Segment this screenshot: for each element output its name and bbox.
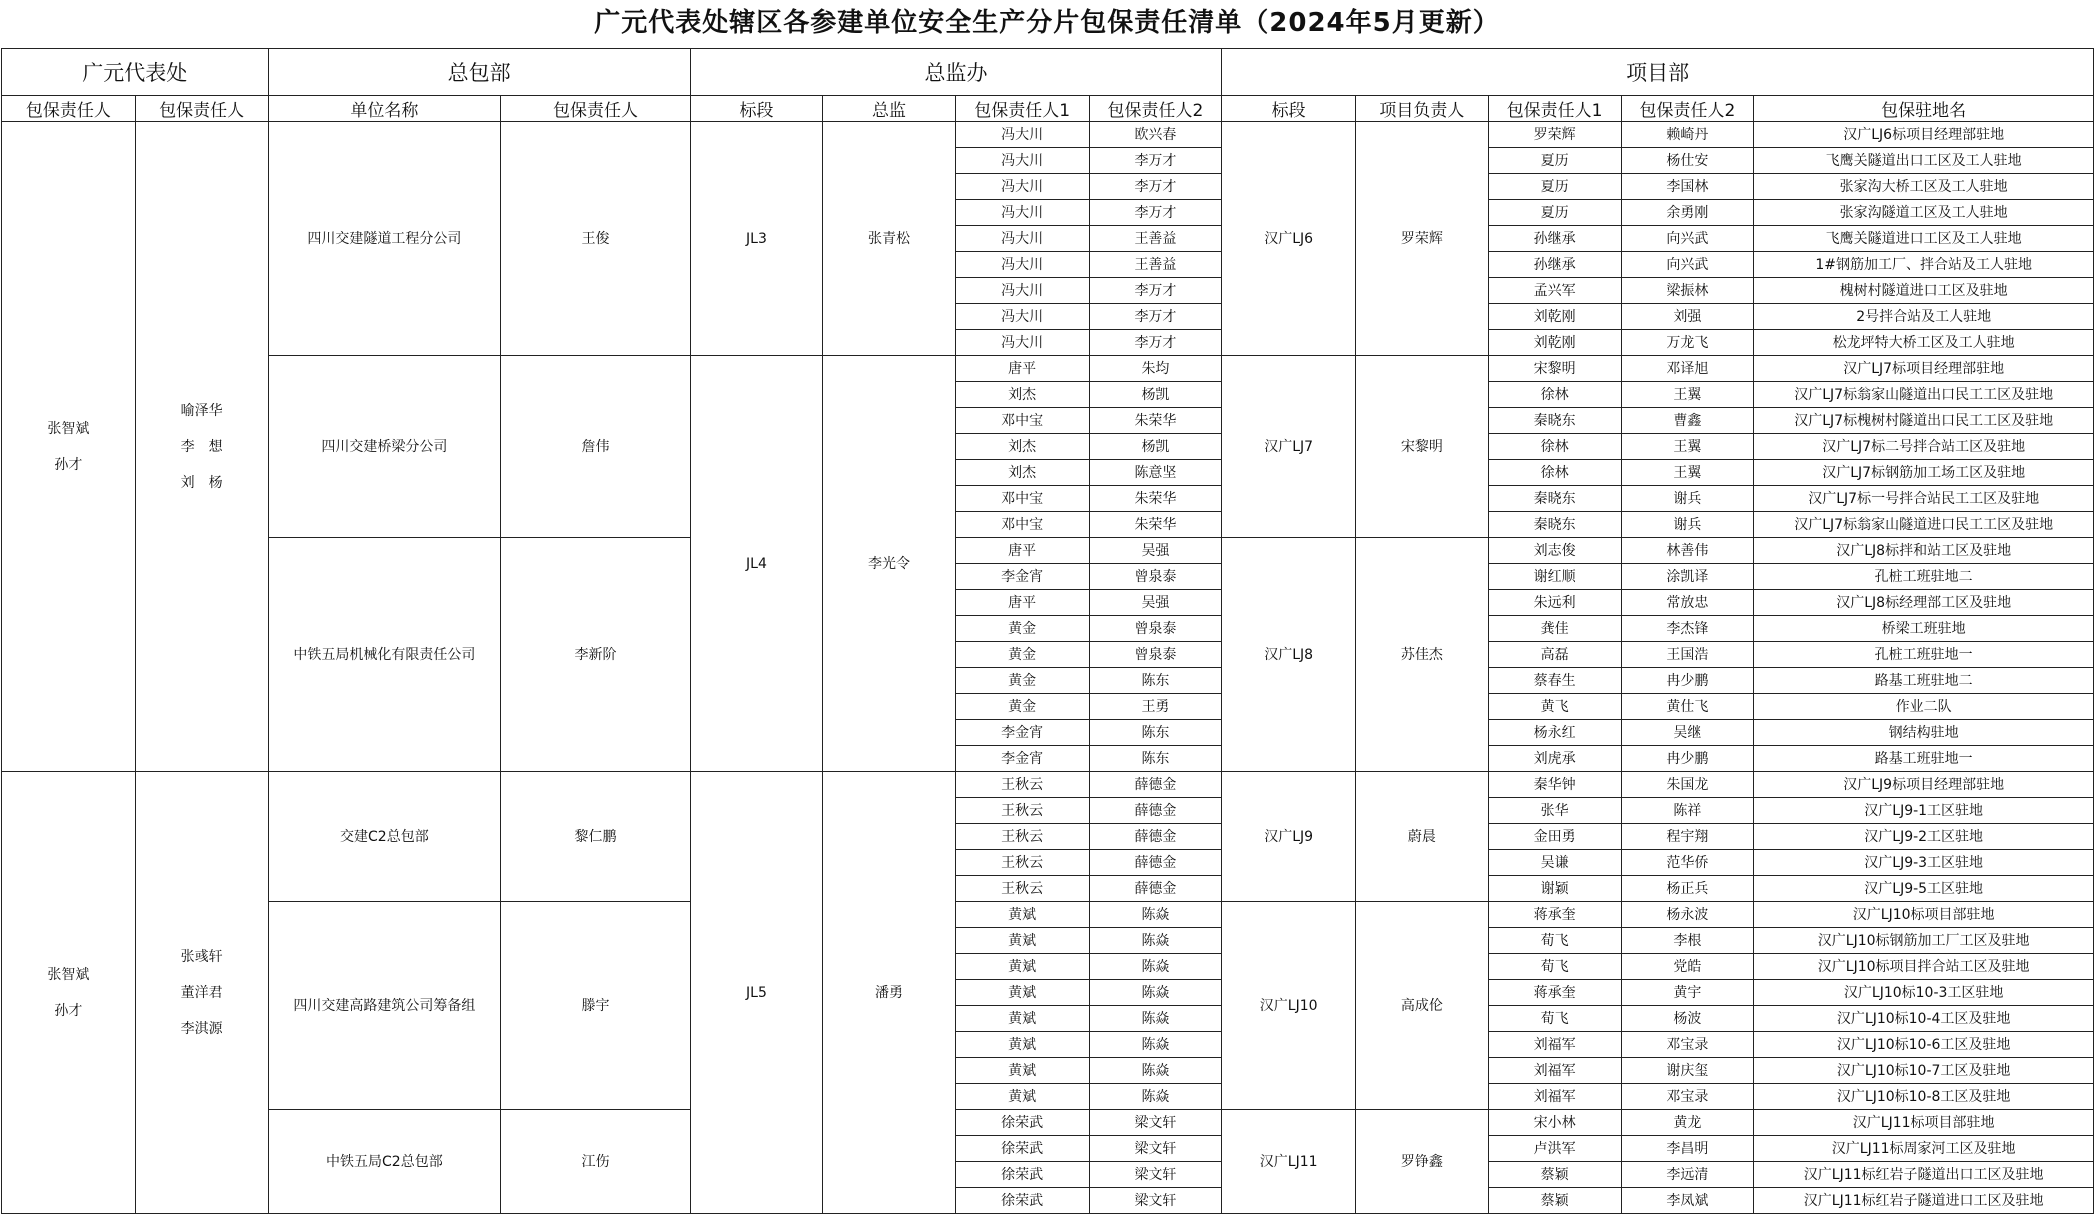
site-name-cell: 汉广LJ6标项目经理部驻地 bbox=[1754, 122, 2094, 148]
group-header-supervision-office: 总监办 bbox=[690, 49, 1222, 96]
site-name-cell: 孔桩工班驻地二 bbox=[1754, 564, 2094, 590]
project-person-1-cell: 杨永红 bbox=[1488, 720, 1621, 746]
site-name-cell: 作业二队 bbox=[1754, 694, 2094, 720]
site-name-cell: 汉广LJ11标周家河工区及驻地 bbox=[1754, 1136, 2094, 1162]
project-person-1-cell: 刘乾刚 bbox=[1488, 304, 1621, 330]
person-name: 刘 杨 bbox=[180, 474, 223, 491]
supervision-person-1-cell: 冯大川 bbox=[955, 304, 1089, 330]
supervision-person-1-cell: 黄斌 bbox=[955, 954, 1089, 980]
project-person-2-cell: 杨永波 bbox=[1621, 902, 1754, 928]
responsibility-table bbox=[1, 48, 2094, 1214]
director-cell: 李光令 bbox=[823, 356, 956, 772]
project-person-1-cell: 蒋承奎 bbox=[1488, 980, 1621, 1006]
unit-person-cell: 江伤 bbox=[501, 1110, 690, 1214]
supervision-person-2-cell: 陈焱 bbox=[1089, 980, 1222, 1006]
supervision-person-1-cell: 徐荣武 bbox=[955, 1162, 1089, 1188]
col-header-rep-person-2: 包保责任人 bbox=[135, 96, 268, 122]
supervision-person-2-cell: 欧兴春 bbox=[1089, 122, 1222, 148]
director-cell: 潘勇 bbox=[823, 772, 956, 1214]
site-name-cell: 汉广LJ11标红岩子隧道进口工区及驻地 bbox=[1754, 1188, 2094, 1214]
col-header-project-person-2: 包保责任人2 bbox=[1621, 96, 1754, 122]
supervision-person-1-cell: 徐荣武 bbox=[955, 1136, 1089, 1162]
site-name-cell: 汉广LJ9-1工区驻地 bbox=[1754, 798, 2094, 824]
supervision-person-2-cell: 陈东 bbox=[1089, 668, 1222, 694]
site-name-cell: 2号拌合站及工人驻地 bbox=[1754, 304, 2094, 330]
supervision-person-1-cell: 黄斌 bbox=[955, 980, 1089, 1006]
group-header-row bbox=[2, 49, 2094, 96]
site-name-cell: 汉广LJ9标项目经理部驻地 bbox=[1754, 772, 2094, 798]
supervision-person-1-cell: 冯大川 bbox=[955, 226, 1089, 252]
project-person-1-cell: 荀飞 bbox=[1488, 1006, 1621, 1032]
project-person-2-cell: 黄仕飞 bbox=[1621, 694, 1754, 720]
project-person-2-cell: 谢兵 bbox=[1621, 512, 1754, 538]
unit-person-cell: 李新阶 bbox=[501, 538, 690, 772]
project-person-2-cell: 黄宇 bbox=[1621, 980, 1754, 1006]
col-header-project-manager: 项目负责人 bbox=[1355, 96, 1488, 122]
supervision-person-2-cell: 王善益 bbox=[1089, 252, 1222, 278]
supervision-person-2-cell: 陈东 bbox=[1089, 746, 1222, 772]
project-person-1-cell: 谢颖 bbox=[1488, 876, 1621, 902]
supervision-person-2-cell: 李万才 bbox=[1089, 278, 1222, 304]
project-person-1-cell: 宋黎明 bbox=[1488, 356, 1621, 382]
table-row bbox=[2, 772, 2094, 798]
supervision-person-1-cell: 冯大川 bbox=[955, 252, 1089, 278]
project-person-2-cell: 吴继 bbox=[1621, 720, 1754, 746]
supervision-person-2-cell: 朱均 bbox=[1089, 356, 1222, 382]
supervision-person-2-cell: 王善益 bbox=[1089, 226, 1222, 252]
col-header-supervision-person-1: 包保责任人1 bbox=[955, 96, 1089, 122]
site-name-cell: 汉广LJ7标一号拌合站民工工区及驻地 bbox=[1754, 486, 2094, 512]
col-header-unit-person: 包保责任人 bbox=[501, 96, 690, 122]
site-name-cell: 汉广LJ9-5工区驻地 bbox=[1754, 876, 2094, 902]
project-person-1-cell: 黄飞 bbox=[1488, 694, 1621, 720]
rep-persons-cell bbox=[2, 772, 136, 1214]
site-name-cell: 汉广LJ7标槐树村隧道出口民工工区及驻地 bbox=[1754, 408, 2094, 434]
project-person-1-cell: 夏历 bbox=[1488, 148, 1621, 174]
project-person-1-cell: 夏历 bbox=[1488, 174, 1621, 200]
supervision-person-2-cell: 朱荣华 bbox=[1089, 408, 1222, 434]
project-section-cell: 汉广LJ11 bbox=[1222, 1110, 1356, 1214]
supervision-person-1-cell: 唐平 bbox=[955, 538, 1089, 564]
unit-name-cell: 交建C2总包部 bbox=[268, 772, 501, 902]
project-person-2-cell: 赖崎丹 bbox=[1621, 122, 1754, 148]
project-person-1-cell: 徐林 bbox=[1488, 382, 1621, 408]
project-person-2-cell: 邓译旭 bbox=[1621, 356, 1754, 382]
person-name: 孙才 bbox=[54, 1002, 83, 1019]
col-header-supervision-person-2: 包保责任人2 bbox=[1089, 96, 1222, 122]
project-person-2-cell: 涂凯译 bbox=[1621, 564, 1754, 590]
supervision-person-2-cell: 陈焱 bbox=[1089, 902, 1222, 928]
person-name: 张智斌 bbox=[47, 420, 90, 437]
table-row bbox=[2, 122, 2094, 148]
site-name-cell: 汉广LJ9-3工区驻地 bbox=[1754, 850, 2094, 876]
table-row bbox=[2, 902, 2094, 928]
site-name-cell: 汉广LJ10标钢筋加工厂工区及驻地 bbox=[1754, 928, 2094, 954]
supervision-person-1-cell: 李金宵 bbox=[955, 746, 1089, 772]
supervision-person-2-cell: 梁文轩 bbox=[1089, 1188, 1222, 1214]
project-person-2-cell: 李杰锋 bbox=[1621, 616, 1754, 642]
project-section-cell: 汉广LJ8 bbox=[1222, 538, 1356, 772]
supervision-person-1-cell: 黄金 bbox=[955, 616, 1089, 642]
project-section-cell: 汉广LJ10 bbox=[1222, 902, 1356, 1110]
table-row bbox=[2, 1110, 2094, 1136]
supervision-person-2-cell: 薛德金 bbox=[1089, 850, 1222, 876]
project-person-2-cell: 李国林 bbox=[1621, 174, 1754, 200]
supervision-person-2-cell: 李万才 bbox=[1089, 200, 1222, 226]
supervision-person-2-cell: 朱荣华 bbox=[1089, 486, 1222, 512]
supervision-person-1-cell: 徐荣武 bbox=[955, 1188, 1089, 1214]
group-header-rep-office: 广元代表处 bbox=[2, 49, 269, 96]
project-manager-cell: 宋黎明 bbox=[1355, 356, 1488, 538]
project-person-2-cell: 党皓 bbox=[1621, 954, 1754, 980]
supervision-person-2-cell: 梁文轩 bbox=[1089, 1162, 1222, 1188]
project-person-2-cell: 李根 bbox=[1621, 928, 1754, 954]
site-name-cell: 松龙坪特大桥工区及工人驻地 bbox=[1754, 330, 2094, 356]
site-name-cell: 飞鹰关隧道进口工区及工人驻地 bbox=[1754, 226, 2094, 252]
site-name-cell: 钢结构驻地 bbox=[1754, 720, 2094, 746]
supervision-person-2-cell: 陈焱 bbox=[1089, 1006, 1222, 1032]
project-person-2-cell: 王翼 bbox=[1621, 382, 1754, 408]
supervision-person-1-cell: 黄金 bbox=[955, 668, 1089, 694]
supervision-person-1-cell: 王秋云 bbox=[955, 824, 1089, 850]
person-name: 张智斌 bbox=[47, 966, 90, 983]
project-person-2-cell: 万龙飞 bbox=[1621, 330, 1754, 356]
project-person-2-cell: 梁振林 bbox=[1621, 278, 1754, 304]
project-person-2-cell: 余勇刚 bbox=[1621, 200, 1754, 226]
supervision-person-2-cell: 曾泉泰 bbox=[1089, 616, 1222, 642]
project-person-2-cell: 黄龙 bbox=[1621, 1110, 1754, 1136]
supervision-person-2-cell: 梁文轩 bbox=[1089, 1136, 1222, 1162]
project-person-1-cell: 秦华钟 bbox=[1488, 772, 1621, 798]
project-person-2-cell: 杨正兵 bbox=[1621, 876, 1754, 902]
site-name-cell: 1#钢筋加工厂、拌合站及工人驻地 bbox=[1754, 252, 2094, 278]
project-manager-cell: 罗铮鑫 bbox=[1355, 1110, 1488, 1214]
supervision-person-1-cell: 黄斌 bbox=[955, 1084, 1089, 1110]
site-name-cell: 汉广LJ10标项目拌合站工区及驻地 bbox=[1754, 954, 2094, 980]
project-person-1-cell: 夏历 bbox=[1488, 200, 1621, 226]
project-person-1-cell: 罗荣辉 bbox=[1488, 122, 1621, 148]
supervision-person-2-cell: 薛德金 bbox=[1089, 772, 1222, 798]
supervision-section-cell: JL3 bbox=[690, 122, 823, 356]
person-name: 李 想 bbox=[180, 438, 223, 455]
supervision-section-cell: JL4 bbox=[690, 356, 823, 772]
site-name-cell: 汉广LJ7标钢筋加工场工区及驻地 bbox=[1754, 460, 2094, 486]
project-person-2-cell: 邓宝录 bbox=[1621, 1084, 1754, 1110]
site-name-cell: 汉广LJ10标10-3工区驻地 bbox=[1754, 980, 2094, 1006]
supervision-person-2-cell: 陈东 bbox=[1089, 720, 1222, 746]
project-person-1-cell: 秦晓东 bbox=[1488, 408, 1621, 434]
project-person-2-cell: 王翼 bbox=[1621, 460, 1754, 486]
group-header-general-contractor: 总包部 bbox=[268, 49, 690, 96]
project-person-1-cell: 龚佳 bbox=[1488, 616, 1621, 642]
supervision-person-1-cell: 黄斌 bbox=[955, 902, 1089, 928]
project-person-2-cell: 李昌明 bbox=[1621, 1136, 1754, 1162]
project-person-2-cell: 程宇翔 bbox=[1621, 824, 1754, 850]
supervision-person-2-cell: 陈焱 bbox=[1089, 954, 1222, 980]
project-person-2-cell: 曹鑫 bbox=[1621, 408, 1754, 434]
supervision-person-1-cell: 黄金 bbox=[955, 694, 1089, 720]
project-person-2-cell: 邓宝录 bbox=[1621, 1032, 1754, 1058]
supervision-person-1-cell: 王秋云 bbox=[955, 850, 1089, 876]
project-person-2-cell: 李远清 bbox=[1621, 1162, 1754, 1188]
project-person-1-cell: 吴谦 bbox=[1488, 850, 1621, 876]
site-name-cell: 汉广LJ8标经理部工区及驻地 bbox=[1754, 590, 2094, 616]
supervision-person-1-cell: 徐荣武 bbox=[955, 1110, 1089, 1136]
site-name-cell: 张家沟隧道工区及工人驻地 bbox=[1754, 200, 2094, 226]
supervision-person-2-cell: 王勇 bbox=[1089, 694, 1222, 720]
project-section-cell: 汉广LJ6 bbox=[1222, 122, 1356, 356]
supervision-person-1-cell: 冯大川 bbox=[955, 200, 1089, 226]
group-header-project-dept: 项目部 bbox=[1222, 49, 2094, 96]
supervision-person-2-cell: 薛德金 bbox=[1089, 798, 1222, 824]
project-person-1-cell: 刘福军 bbox=[1488, 1058, 1621, 1084]
director-cell: 张青松 bbox=[823, 122, 956, 356]
project-person-1-cell: 孙继承 bbox=[1488, 252, 1621, 278]
unit-person-cell: 王俊 bbox=[501, 122, 690, 356]
project-person-1-cell: 卢洪军 bbox=[1488, 1136, 1621, 1162]
site-name-cell: 汉广LJ10标项目部驻地 bbox=[1754, 902, 2094, 928]
supervision-person-2-cell: 陈焱 bbox=[1089, 1084, 1222, 1110]
project-manager-cell: 罗荣辉 bbox=[1355, 122, 1488, 356]
project-person-2-cell: 李凤斌 bbox=[1621, 1188, 1754, 1214]
project-person-2-cell: 杨波 bbox=[1621, 1006, 1754, 1032]
supervision-section-cell: JL5 bbox=[690, 772, 823, 1214]
supervision-person-2-cell: 曾泉泰 bbox=[1089, 564, 1222, 590]
supervision-person-2-cell: 朱荣华 bbox=[1089, 512, 1222, 538]
project-person-2-cell: 谢兵 bbox=[1621, 486, 1754, 512]
supervision-person-2-cell: 梁文轩 bbox=[1089, 1110, 1222, 1136]
supervision-person-2-cell: 杨凯 bbox=[1089, 382, 1222, 408]
site-name-cell: 汉广LJ9-2工区驻地 bbox=[1754, 824, 2094, 850]
site-name-cell: 汉广LJ10标10-4工区及驻地 bbox=[1754, 1006, 2094, 1032]
project-person-1-cell: 秦晓东 bbox=[1488, 512, 1621, 538]
rep2-persons-cell bbox=[135, 772, 268, 1214]
col-header-supervision-section: 标段 bbox=[690, 96, 823, 122]
project-person-2-cell: 常放忠 bbox=[1621, 590, 1754, 616]
project-person-1-cell: 徐林 bbox=[1488, 460, 1621, 486]
supervision-person-2-cell: 李万才 bbox=[1089, 148, 1222, 174]
supervision-person-1-cell: 邓中宝 bbox=[955, 512, 1089, 538]
supervision-person-1-cell: 邓中宝 bbox=[955, 408, 1089, 434]
supervision-person-2-cell: 曾泉泰 bbox=[1089, 642, 1222, 668]
supervision-person-1-cell: 冯大川 bbox=[955, 122, 1089, 148]
project-section-cell: 汉广LJ7 bbox=[1222, 356, 1356, 538]
project-person-1-cell: 刘福军 bbox=[1488, 1084, 1621, 1110]
col-header-project-section: 标段 bbox=[1222, 96, 1356, 122]
supervision-person-1-cell: 李金宵 bbox=[955, 564, 1089, 590]
site-name-cell: 张家沟大桥工区及工人驻地 bbox=[1754, 174, 2094, 200]
person-name: 孙才 bbox=[54, 456, 83, 473]
supervision-person-2-cell: 薛德金 bbox=[1089, 876, 1222, 902]
project-person-1-cell: 秦晓东 bbox=[1488, 486, 1621, 512]
project-person-1-cell: 刘志俊 bbox=[1488, 538, 1621, 564]
site-name-cell: 槐树村隧道进口工区及驻地 bbox=[1754, 278, 2094, 304]
unit-person-cell: 黎仁鹏 bbox=[501, 772, 690, 902]
supervision-person-1-cell: 刘杰 bbox=[955, 434, 1089, 460]
project-person-1-cell: 孟兴军 bbox=[1488, 278, 1621, 304]
supervision-person-1-cell: 黄斌 bbox=[955, 1032, 1089, 1058]
supervision-person-2-cell: 李万才 bbox=[1089, 174, 1222, 200]
site-name-cell: 飞鹰关隧道出口工区及工人驻地 bbox=[1754, 148, 2094, 174]
unit-person-cell: 詹伟 bbox=[501, 356, 690, 538]
supervision-person-1-cell: 黄斌 bbox=[955, 1006, 1089, 1032]
project-person-2-cell: 陈祥 bbox=[1621, 798, 1754, 824]
col-header-site-name: 包保驻地名 bbox=[1754, 96, 2094, 122]
project-person-1-cell: 蔡春生 bbox=[1488, 668, 1621, 694]
supervision-person-1-cell: 冯大川 bbox=[955, 148, 1089, 174]
site-name-cell: 汉广LJ7标二号拌合站工区及驻地 bbox=[1754, 434, 2094, 460]
supervision-person-1-cell: 李金宵 bbox=[955, 720, 1089, 746]
project-person-2-cell: 王翼 bbox=[1621, 434, 1754, 460]
supervision-person-1-cell: 邓中宝 bbox=[955, 486, 1089, 512]
project-person-2-cell: 向兴武 bbox=[1621, 226, 1754, 252]
supervision-person-1-cell: 黄斌 bbox=[955, 1058, 1089, 1084]
project-person-2-cell: 王国浩 bbox=[1621, 642, 1754, 668]
project-person-1-cell: 孙继承 bbox=[1488, 226, 1621, 252]
site-name-cell: 汉广LJ8标拌和站工区及驻地 bbox=[1754, 538, 2094, 564]
site-name-cell: 汉广LJ10标10-7工区及驻地 bbox=[1754, 1058, 2094, 1084]
unit-name-cell: 中铁五局机械化有限责任公司 bbox=[268, 538, 501, 772]
supervision-person-2-cell: 陈意坚 bbox=[1089, 460, 1222, 486]
site-name-cell: 路基工班驻地二 bbox=[1754, 668, 2094, 694]
supervision-person-1-cell: 冯大川 bbox=[955, 330, 1089, 356]
site-name-cell: 汉广LJ7标翁家山隧道进口民工工区及驻地 bbox=[1754, 512, 2094, 538]
project-person-1-cell: 刘福军 bbox=[1488, 1032, 1621, 1058]
unit-name-cell: 四川交建桥梁分公司 bbox=[268, 356, 501, 538]
project-person-1-cell: 张华 bbox=[1488, 798, 1621, 824]
project-person-1-cell: 荀飞 bbox=[1488, 954, 1621, 980]
project-person-2-cell: 范华侨 bbox=[1621, 850, 1754, 876]
rep-persons-cell bbox=[2, 122, 136, 772]
unit-name-cell: 四川交建隧道工程分公司 bbox=[268, 122, 501, 356]
supervision-person-2-cell: 吴强 bbox=[1089, 538, 1222, 564]
table-body bbox=[2, 122, 2094, 1214]
project-person-1-cell: 宋小林 bbox=[1488, 1110, 1621, 1136]
project-person-1-cell: 刘乾刚 bbox=[1488, 330, 1621, 356]
person-name: 喻泽华 bbox=[180, 402, 223, 419]
table-row bbox=[2, 538, 2094, 564]
supervision-person-1-cell: 王秋云 bbox=[955, 798, 1089, 824]
document-title: 广元代表处辖区各参建单位安全生产分片包保责任清单（2024年5月更新） bbox=[594, 8, 1500, 38]
project-person-2-cell: 向兴武 bbox=[1621, 252, 1754, 278]
supervision-person-2-cell: 薛德金 bbox=[1089, 824, 1222, 850]
project-person-1-cell: 高磊 bbox=[1488, 642, 1621, 668]
supervision-person-2-cell: 吴强 bbox=[1089, 590, 1222, 616]
person-name: 李淇源 bbox=[180, 1020, 223, 1037]
unit-person-cell: 滕宇 bbox=[501, 902, 690, 1110]
supervision-person-2-cell: 杨凯 bbox=[1089, 434, 1222, 460]
project-manager-cell: 蔚晨 bbox=[1355, 772, 1488, 902]
project-person-1-cell: 荀飞 bbox=[1488, 928, 1621, 954]
project-person-2-cell: 朱国龙 bbox=[1621, 772, 1754, 798]
supervision-person-1-cell: 刘杰 bbox=[955, 382, 1089, 408]
column-header-row bbox=[2, 96, 2094, 122]
project-section-cell: 汉广LJ9 bbox=[1222, 772, 1356, 902]
project-person-2-cell: 杨仕安 bbox=[1621, 148, 1754, 174]
supervision-person-1-cell: 黄金 bbox=[955, 642, 1089, 668]
project-person-2-cell: 林善伟 bbox=[1621, 538, 1754, 564]
col-header-project-person-1: 包保责任人1 bbox=[1488, 96, 1621, 122]
person-name: 张彧轩 bbox=[180, 948, 223, 965]
project-person-1-cell: 蔡颖 bbox=[1488, 1162, 1621, 1188]
unit-name-cell: 四川交建高路建筑公司筹备组 bbox=[268, 902, 501, 1110]
supervision-person-1-cell: 唐平 bbox=[955, 356, 1089, 382]
site-name-cell: 桥梁工班驻地 bbox=[1754, 616, 2094, 642]
supervision-person-1-cell: 唐平 bbox=[955, 590, 1089, 616]
site-name-cell: 汉广LJ10标10-8工区及驻地 bbox=[1754, 1084, 2094, 1110]
col-header-unit-name: 单位名称 bbox=[268, 96, 501, 122]
project-person-1-cell: 朱远利 bbox=[1488, 590, 1621, 616]
project-manager-cell: 苏佳杰 bbox=[1355, 538, 1488, 772]
site-name-cell: 汉广LJ7标翁家山隧道出口民工工区及驻地 bbox=[1754, 382, 2094, 408]
site-name-cell: 汉广LJ11标红岩子隧道出口工区及驻地 bbox=[1754, 1162, 2094, 1188]
project-person-2-cell: 谢庆玺 bbox=[1621, 1058, 1754, 1084]
supervision-person-2-cell: 李万才 bbox=[1089, 304, 1222, 330]
person-name: 董洋君 bbox=[180, 984, 223, 1001]
supervision-person-2-cell: 李万才 bbox=[1089, 330, 1222, 356]
supervision-person-2-cell: 陈焱 bbox=[1089, 1032, 1222, 1058]
supervision-person-1-cell: 冯大川 bbox=[955, 278, 1089, 304]
supervision-person-1-cell: 王秋云 bbox=[955, 772, 1089, 798]
col-header-director: 总监 bbox=[823, 96, 956, 122]
project-person-1-cell: 刘虎承 bbox=[1488, 746, 1621, 772]
project-person-1-cell: 蒋承奎 bbox=[1488, 902, 1621, 928]
project-person-1-cell: 蔡颖 bbox=[1488, 1188, 1621, 1214]
project-person-1-cell: 金田勇 bbox=[1488, 824, 1621, 850]
table-row bbox=[2, 356, 2094, 382]
site-name-cell: 汉广LJ7标项目经理部驻地 bbox=[1754, 356, 2094, 382]
project-person-1-cell: 谢红顺 bbox=[1488, 564, 1621, 590]
site-name-cell: 路基工班驻地一 bbox=[1754, 746, 2094, 772]
project-person-2-cell: 冉少鹏 bbox=[1621, 668, 1754, 694]
site-name-cell: 汉广LJ10标10-6工区及驻地 bbox=[1754, 1032, 2094, 1058]
rep2-persons-cell bbox=[135, 122, 268, 772]
project-person-1-cell: 徐林 bbox=[1488, 434, 1621, 460]
site-name-cell: 汉广LJ11标项目部驻地 bbox=[1754, 1110, 2094, 1136]
supervision-person-1-cell: 王秋云 bbox=[955, 876, 1089, 902]
project-manager-cell: 高成伦 bbox=[1355, 902, 1488, 1110]
supervision-person-1-cell: 刘杰 bbox=[955, 460, 1089, 486]
project-person-2-cell: 冉少鹏 bbox=[1621, 746, 1754, 772]
col-header-rep-person: 包保责任人 bbox=[2, 96, 136, 122]
project-person-2-cell: 刘强 bbox=[1621, 304, 1754, 330]
supervision-person-1-cell: 黄斌 bbox=[955, 928, 1089, 954]
supervision-person-2-cell: 陈焱 bbox=[1089, 928, 1222, 954]
supervision-person-2-cell: 陈焱 bbox=[1089, 1058, 1222, 1084]
site-name-cell: 孔桩工班驻地一 bbox=[1754, 642, 2094, 668]
unit-name-cell: 中铁五局C2总包部 bbox=[268, 1110, 501, 1214]
supervision-person-1-cell: 冯大川 bbox=[955, 174, 1089, 200]
